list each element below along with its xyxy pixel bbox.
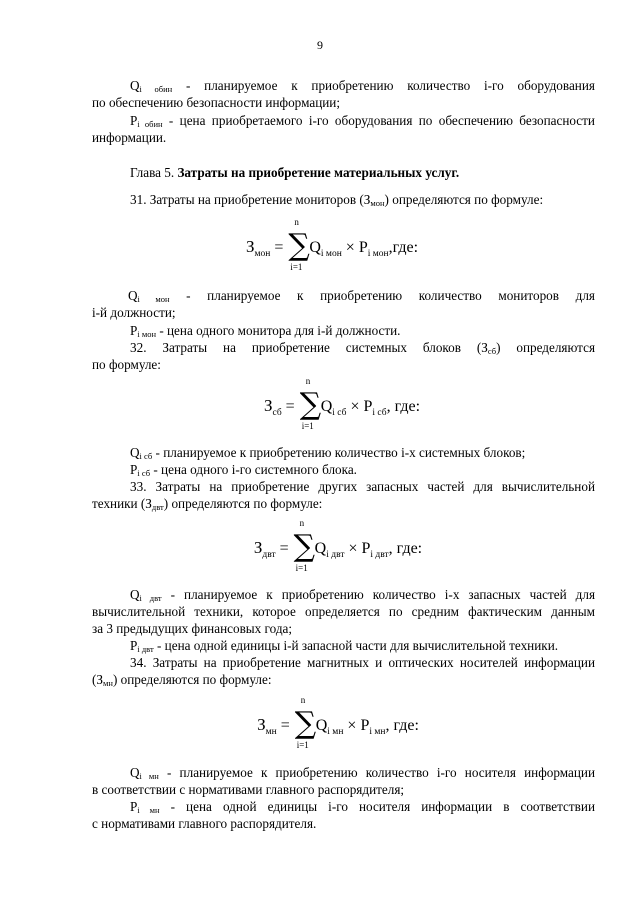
formula-monitors: $З_{мон}$ = n ∑ i=1 $Q_{i мон} \times P_{i мон},где$:	[245, 217, 419, 272]
paragraph-q-mon-line1: $Q_{i мон}$ - планируемое к приобретению количество мониторов для	[128, 288, 595, 304]
paragraph-q-mn-line1: $Q_{i мн}$ - планируемое к приобретению количество i-го носителя информации	[130, 765, 596, 781]
section-34-intro-line2: $(З_{мн})$ определяются по формуле:	[92, 672, 272, 688]
formula-media: $З_{мн}$ = n ∑ i=1 $Q_{i мн} \times P_{i мн}$, где:	[257, 695, 419, 750]
paragraph-p-mon: $P_{i мон}$ - цена одного монитора для i-й должности.	[130, 323, 401, 339]
section-32-intro-line1: 32. Затраты на приобретение системных блоков $(З_{сб})$ определяются	[130, 340, 596, 356]
paragraph-p-mn-line2: с нормативами главного распорядителя.	[92, 816, 317, 831]
section-31-intro: 31. Затраты на приобретение мониторов $(З_{мон})$ определяются по формуле:	[130, 192, 544, 208]
paragraph-p-obin-line2: информации.	[92, 130, 167, 145]
formula-spare-parts: $З_{двт}$ = n ∑ i=1 $Q_{i двт} \times P_{i двт}$, где:	[253, 518, 423, 573]
section-32-intro-line2: по формуле:	[92, 357, 161, 372]
page-number: 9	[317, 38, 323, 52]
paragraph-p-dvt: $P_{i двт}$ - цена одной единицы i-й запасной части для вычислительной техники.	[130, 638, 559, 654]
paragraph-q-sb: $Q_{i сб}$ - планируемое к приобретению количество i-х системных блоков;	[130, 445, 526, 461]
sum-icon: n ∑ i=1	[293, 518, 316, 573]
section-33-intro-line1: 33. Затраты на приобретение других запасных частей для вычислительной	[130, 479, 595, 494]
paragraph-q-mn-line2: в соответствии с нормативами главного распорядителя;	[92, 782, 405, 797]
paragraph-q-obin-line2: по обеспечению безопасности информации;	[92, 95, 341, 110]
paragraph-q-obin-line1: $Q_{i обин}$ - планируемое к приобретению количество i-го оборудования	[130, 78, 595, 94]
paragraph-q-mon-line2: i-й должности;	[92, 305, 176, 320]
formula-system-blocks: $З_{сб}$ = n ∑ i=1 $Q_{i сб} \times P_{i сб}$, где:	[263, 376, 421, 431]
section-33-intro-line2: техники $(З_{двт})$ определяются по формуле:	[92, 496, 323, 512]
paragraph-q-dvt-line2: вычислительной техники, которое определяется по средним фактическим данным	[92, 604, 595, 619]
paragraph-p-obin-line1: $P_{i обин}$ - цена приобретаемого i-го оборудования по обеспечению безопасности	[130, 113, 595, 129]
section-34-intro-line1: 34. Затраты на приобретение магнитных и оптических носителей информации	[130, 655, 595, 670]
paragraph-q-dvt-line1: $Q_{i двт}$ - планируемое к приобретению количество i-х запасных частей для	[130, 587, 596, 603]
paragraph-p-mn-line1: $P_{i мн}$ - цена одной единицы i-го носителя информации в соответствии	[130, 799, 595, 815]
sum-icon: n ∑ i=1	[288, 217, 310, 272]
sum-icon: n ∑ i=1	[299, 376, 322, 431]
paragraph-q-dvt-line3: за 3 предыдущих финансовых года;	[92, 621, 293, 636]
sum-icon: n ∑ i=1	[294, 695, 317, 750]
paragraph-p-sb: $P_{i сб}$ - цена одного i-го системного блока.	[130, 462, 357, 478]
chapter-heading: Глава 5. Затраты на приобретение материальных услуг.	[130, 165, 460, 180]
